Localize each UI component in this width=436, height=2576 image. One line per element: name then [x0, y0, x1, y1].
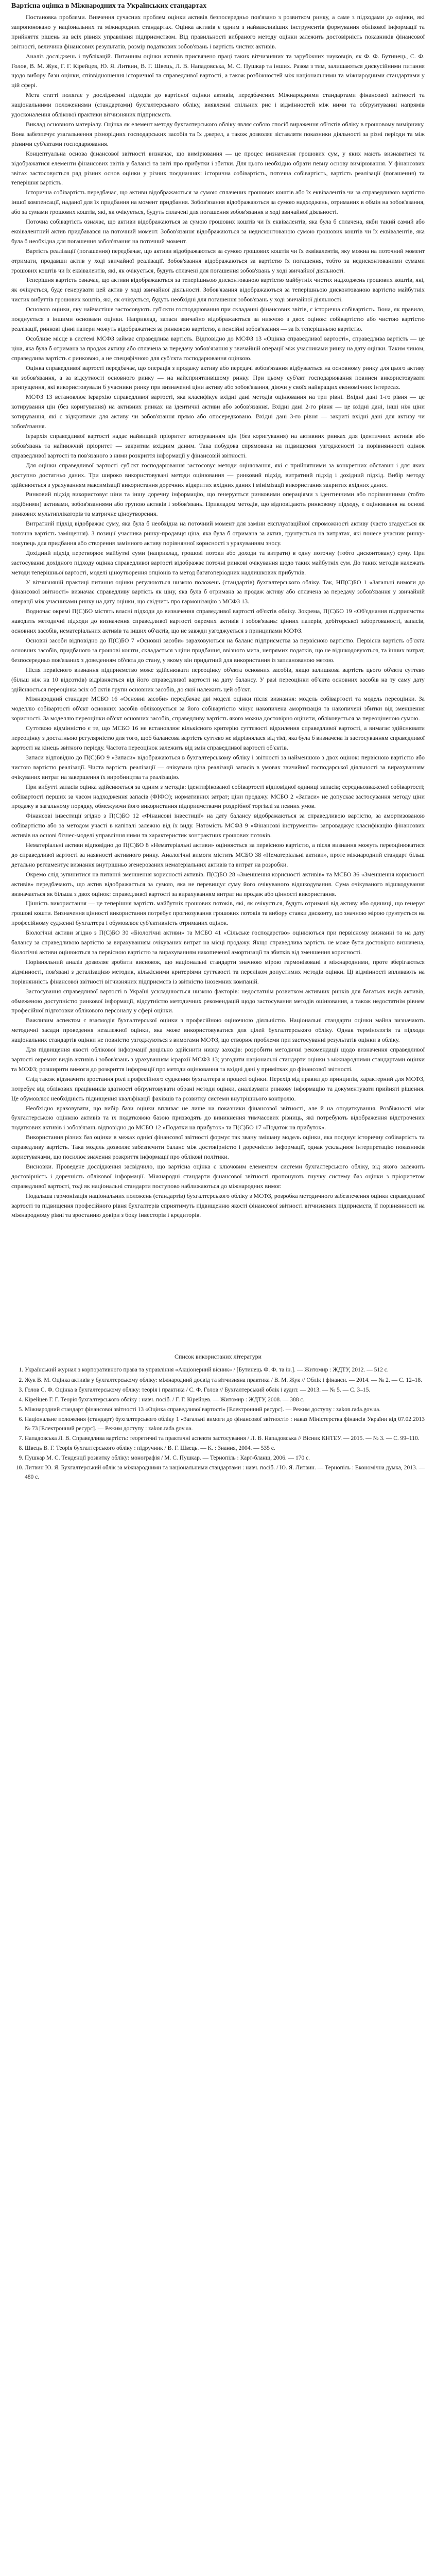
body-paragraph: Виклад основного матеріалу. Оцінка як елемент методу бухгалтерського обліку являє собою спосіб вираження об'єктів обліку в грошовому вимірнику. Вона забезпечує узагальнення різнорідних господарських засобів та їх джерел, а також дозволяє зіставляти показники діяльності за різні періоди та між різними суб'єктами господарювання.: [11, 120, 425, 147]
body-paragraph: Вартість реалізації (погашення) передбачає, що активи відображаються за сумою грошових коштів чи їх еквівалентів, яку можна на поточний момент отримати, продавши актив у ході звичайної реалізації. Зобов'язання відображаються за вартістю їх погашення, тобто за недисконтованими сумами грошових коштів чи їх еквівалентів, які, як очікується, будуть сплачені для погашення зобов'язань у ході звичайної діяльності.: [11, 247, 425, 274]
body-paragraph: Цінність використання — це теперішня вартість майбутніх грошових потоків, які, як очікується, будуть отримані від активу або одиниці, що генерує грошові кошти. Визначення цінності використання потребує прогнозування грошових потоків та вибору ставки дисконту, що значною мірою ґрунтується на професійному судженні бухгалтера і обумовлює суб'єктивність отриманих оцінок.: [11, 900, 425, 927]
body-paragraph: Історична собівартість передбачає, що активи відображаються за сумою сплачених грошових коштів або їх еквівалентів чи за справедливою вартістю іншої компенсації, наданої для їх придбання на момент придбання. Зобов'язання відображаються за сумою надходжень, отриманих в обмін на зобов'язання, або за сумами грошових коштів, які, як очікується, будуть сплачені для погашення зобов'язання в ході звичайної діяльності.: [11, 189, 425, 216]
article-body: [11, 12, 425, 1220]
body-paragraph: Витратний підхід відображає суму, яка була б необхідна на поточний момент для заміни експлуатаційної спроможності активу (часто згадується як поточна вартість заміщення). З позиції учасника ринку-продавця ціна, яка була б отримана за актив, ґрунтується на витратах, які понесе учасник ринку-покупець для придбання або створення замінного активу порівнянної корисності з урахуванням зносу.: [11, 520, 425, 547]
reference-item: 1. Український журнал з корпоративного права та управління «Акціонерний вісник» / [Бутинець Ф. Ф. та ін.]. — Житомир : ЖДТУ, 2012. — 512 с.: [25, 1366, 425, 1375]
body-paragraph: Постановка проблеми. Вивчення сучасних проблем оцінки активів безпосередньо пов'язано з розвитком ринку, а саме з підходами до оцінки, які запропоновано у національних та міжнародних стандартах. Оцінка активів є одним з найважливіших інструментів формування облікової інформації та прийняття рішень на всіх рівнях управління підприємством. Від правильності вибраного методу оцінки залежить достовірність показників фінансової звітності, величина фінансових результатів, розмір податкових зобов'язань і вартість чистих активів.: [11, 13, 425, 50]
body-paragraph: Нематеріальні активи відповідно до П(С)БО 8 «Нематеріальні активи» оцінюються за первісною вартістю, а після визнання можуть переоцінюватися до справедливої вартості за наявності активного ринку. Аналогічні вимоги містить МСБО 38 «Нематеріальні активи», проте міжнародний стандарт більш детально регламентує визнання внутрішньо згенерованих нематеріальних активів та витрат на розробки.: [11, 841, 425, 868]
body-paragraph: Важливим аспектом є взаємодія бухгалтерської оцінки з професійною оціночною діяльністю. Національні стандарти оцінки майна визначають методичні засади проведення незалежної оцінки, яка може використовуватися для цілей бухгалтерського обліку. Однак термінологія та підходи національних стандартів оцінки не повністю узгоджуються з вимогами МСФЗ, що створює проблеми при застосуванні результатів оцінки в обліку.: [11, 1016, 425, 1044]
body-paragraph: Для оцінки справедливої вартості суб'єкт господарювання застосовує методи оцінювання, які є прийнятними за конкретних обставин і для яких доступно достатньо даних. Три широко використовувані методи оцінювання — ринковий підхід, витратний підхід і дохідний підхід. Вибір методу здійснюється з урахуванням максимізації використання доречних відкритих вхідних даних і мінімізації використання закритих вхідних даних.: [11, 461, 425, 488]
body-paragraph: Для підвищення якості облікової інформації доцільно здійснити низку заходів: розробити методичні рекомендації щодо визначення справедливої вартості окремих видів активів і зобов'язань з урахуванням ієрархії МСФЗ 13; узгодити національні стандарти оцінки з міжнародними стандартами оцінки та МСФЗ; розширити вимоги до розкриття інформації про методи оцінювання та вхідні дані у примітках до фінансової звітності.: [11, 1046, 425, 1073]
body-paragraph: Оцінка справедливої вартості передбачає, що операція з продажу активу або передачі зобов'язання відбувається на основному ринку для цього активу чи зобов'язання, а за відсутності основного ринку — на найсприятливішому ринку. При цьому суб'єкт господарювання повинен використовувати припущення, які використовували б учасники ринку при визначенні ціни активу або зобов'язання, діючи у своїх найкращих економічних інтересах.: [11, 364, 425, 391]
body-paragraph: Фінансові інвестиції згідно з П(С)БО 12 «Фінансові інвестиції» на дату балансу відображаються за справедливою вартістю, за амортизованою собівартістю або за методом участі в капіталі залежно від їх виду. Натомість МСФЗ 9 «Фінансові інструменти» запроваджує класифікацію фінансових активів на основі бізнес-моделі управління ними та характеристик контрактних грошових потоків.: [11, 812, 425, 839]
references-heading: Список використаних літератури: [174, 1353, 262, 1361]
body-paragraph: Суттєвою відмінністю є те, що МСБО 16 не встановлює кількісного критерію суттєвості відхилення справедливої вартості, а вимагає здійснювати переоцінку з достатньою регулярністю для того, щоб балансова вартість суттєво не відрізнялася від тієї, яка була б визначена із застосуванням справедливої вартості на кінець звітного періоду. Частота переоцінок залежить від змін справедливої вартості об'єктів.: [11, 724, 425, 751]
reference-item: 2. Жук В. М. Оцінка активів у бухгалтерському обліку: міжнародний досвід та вітчизняна практика / В. М. Жук // Облік і фінанси. — 2014. — № 2. — С. 12–18.: [25, 1376, 425, 1385]
body-paragraph: При вибутті запасів оцінка здійснюється за одним з методів: ідентифікованої собівартості відповідної одиниці запасів; середньозваженої собівартості; собівартості перших за часом надходження запасів (ФІФО); нормативних затрат; ціни продажу. МСБО 2 «Запаси» не допускає застосування методу ціни продажу в загальному порядку, обмежуючи його використання підприємствами роздрібної торгівлі за певних умов.: [11, 783, 425, 810]
body-paragraph: Дохідний підхід перетворює майбутні суми (наприклад, грошові потоки або доходи та витрати) в одну поточну (тобто дисконтовану) суму. При застосуванні дохідного підходу оцінка справедливої вартості відображає поточні ринкові очікування щодо таких майбутніх сум. До таких методів належать методи теперішньої вартості, моделі ціноутворення опціонів та метод багатоперіодних надлишкових прибутків.: [11, 549, 425, 576]
body-paragraph: У вітчизняній практиці питання оцінки регулюються низкою положень (стандартів) бухгалтерського обліку. Так, НП(С)БО 1 «Загальні вимоги до фінансової звітності» визначає справедливу вартість як ціну, яка була б отримана за продаж активу або сплачена за передачу зобов'язання у звичайній операції між учасниками ринку на дату оцінки, що свідчить про гармонізацію з МСФЗ 13.: [11, 578, 425, 605]
body-paragraph: Міжнародний стандарт МСБО 16 «Основні засоби» передбачає дві моделі оцінки після визнання: модель собівартості та модель переоцінки. За моделлю собівартості об'єкт основних засобів обліковується за його собівартістю мінус накопичена амортизація та накопичені збитки від зменшення корисності. За моделлю переоцінки об'єкт основних засобів, справедливу вартість якого можна достовірно оцінити, обліковується за переоціненою сумою.: [11, 695, 425, 722]
body-paragraph: Основою оцінки, яку найчастіше застосовують суб'єкти господарювання при складанні фінансових звітів, є історична собівартість. Вона, як правило, поєднується з іншими основами оцінки. Наприклад, запаси звичайно відображаються за нижчою з двох оцінок: собівартістю або чистою вартістю реалізації, ринкові цінні папери можуть відображатися за ринковою вартістю, а пенсійні зобов'язання — за їх теперішньою вартістю.: [11, 306, 425, 332]
body-paragraph: Окремо слід зупинитися на питанні зменшення корисності активів. П(С)БО 28 «Зменшення корисності активів» та МСБО 36 «Зменшення корисності активів» передбачають, що актив відображається за сумою, яка не перевищує суму його очікуваного відшкодування. Сума очікуваного відшкодування визначається як більша з двох оцінок: справедливої вартості за вирахуванням витрат на продаж або цінності використання.: [11, 870, 425, 897]
body-paragraph: Біологічні активи згідно з П(С)БО 30 «Біологічні активи» та МСБО 41 «Сільське господарство» оцінюються при первісному визнанні та на дату балансу за справедливою вартістю за вирахуванням очікуваних витрат на місці продажу. Якщо справедлива вартість не може бути достовірно визначена, біологічні активи оцінюються за первісною вартістю за вирахуванням накопиченої амортизації та збитків від зменшення корисності.: [11, 929, 425, 956]
body-paragraph: Теперішня вартість означає, що активи відображаються за теперішньою дисконтованою вартістю майбутніх чистих надходжень грошових коштів, які, як очікується, буде генерувати цей актив у ході звичайної діяльності. Зобов'язання відображаються за теперішньою дисконтованою вартістю майбутніх чистих вибуттів грошових коштів, які, як очікується, будуть необхідні для погашення зобов'язань у ході звичайної діяльності.: [11, 276, 425, 303]
body-paragraph: Після первісного визнання підприємство може здійснювати переоцінку об'єкта основних засобів, якщо залишкова вартість цього об'єкта суттєво (більш ніж на 10 відсотків) відрізняється від його справедливої вартості на дату балансу. У разі переоцінки об'єкта основних засобів на ту саму дату здійснюється переоцінка всіх об'єктів групи основних засобів, до якої належить цей об'єкт.: [11, 666, 425, 693]
body-paragraph: Поточна собівартість означає, що активи відображаються за сумою грошових коштів чи їх еквівалентів, яка була б сплачена, якби такий самий або еквівалентний актив придбавався на поточний момент. Зобов'язання відображаються за недисконтованою сумою грошових коштів чи їх еквівалентів, яка була б необхідна для погашення зобов'язання на поточний момент.: [11, 218, 425, 245]
body-paragraph: Концептуальна основа фінансової звітності визначає, що вимірювання — це процес визначення грошових сум, у яких мають визнаватися та відображатися елементи фінансових звітів у балансі та звіті про прибутки і збитки. Для цього необхідно обрати певну основу вимірювання. У фінансових звітах застосовується ряд різних основ оцінки у різних поєднаннях: історична собівартість, поточна собівартість, вартість реалізації (погашення) та теперішня вартість.: [11, 149, 425, 187]
body-paragraph: Особливе місце в системі МСФЗ займає справедлива вартість. Відповідно до МСФЗ 13 «Оцінка справедливої вартості», справедлива вартість — це ціна, яка була б отримана за продаж активу або сплачена за передачу зобов'язання у звичайній операції між учасниками ринку на дату оцінки. Таким чином, справедлива вартість є ринковою, а не специфічною для суб'єкта господарювання оцінкою.: [11, 334, 425, 362]
reference-item: 9. Пушкар М. С. Тенденції розвитку обліку: монографія / М. С. Пушкар. — Тернопіль : Карт-бланш, 2006. — 170 с.: [25, 1454, 425, 1463]
references-list: [11, 1366, 425, 1481]
body-paragraph: МСФЗ 13 встановлює ієрархію справедливої вартості, яка класифікує вхідні дані методів оцінювання на три рівні. Вхідні дані 1-го рівня — це котирування цін (без коригування) на активних ринках на ідентичні активи або зобов'язання. Вхідні дані 2-го рівня — це вхідні дані, інші ніж ціни котирування, які є відкритими для активу чи зобов'язання прямо або опосередковано. Вхідні дані 3-го рівня — закриті вхідні дані для активу чи зобов'язання.: [11, 393, 425, 430]
body-paragraph: Слід також відзначити зростання ролі професійного судження бухгалтера в процесі оцінки. Перехід від правил до принципів, характерний для МСФЗ, потребує від облікових працівників здатності обґрунтовувати обрані методи оцінки, аналізувати ринкову інформацію та документувати прийняті рішення. Це обумовлює необхідність підвищення кваліфікації фахівців та розвитку системи внутрішнього контролю.: [11, 1075, 425, 1102]
body-paragraph: Ринковий підхід використовує ціни та іншу доречну інформацію, що генерується ринковими операціями з ідентичними або порівнянними (тобто подібними) активами, зобов'язаннями або групою активів і зобов'язань. Прикладом методів, що відповідають ринковому підходу, є оцінювання на основі ринкових мультиплікаторів та матричне ціноутворення.: [11, 490, 425, 518]
body-paragraph: Ієрархія справедливої вартості надає найвищий пріоритет котируванням цін (без коригування) на активних ринках для ідентичних активів або зобов'язань та найнижчий пріоритет — закритим вхідним даним. Така побудова спрямована на підвищення узгодженості та порівнянності оцінок справедливої вартості та пов'язаного з ними розкриття інформації у фінансовій звітності.: [11, 432, 425, 459]
reference-item: 8. Швець В. Г. Теорія бухгалтерського обліку : підручник / В. Г. Швець. — К. : Знання, 2004. — 535 с.: [25, 1444, 425, 1453]
body-paragraph: Порівняльний аналіз дозволяє зробити висновок, що національні стандарти значною мірою гармонізовані з міжнародними, проте зберігаються відмінності, пов'язані з деталізацією методик, кількісними критеріями суттєвості та переліком допустимих методів оцінки. Ці відмінності впливають на порівнянність фінансової звітності вітчизняних підприємств із звітністю іноземних компаній.: [11, 958, 425, 985]
reference-item: 7. Нападовська Л. В. Справедлива вартість: теоретичні та практичні аспекти застосування / Л. В. Нападовська // Вісник КНТЕУ. — 2015. — № 3. — С. 99–110.: [25, 1434, 425, 1443]
reference-item: 3. Голов С. Ф. Оцінка в бухгалтерському обліку: теорія і практика / С. Ф. Голов // Бухгалтерський облік і аудит. — 2013. — № 5. — С. 3–15.: [25, 1386, 425, 1395]
reference-item: 10. Литвин Ю. Я. Бухгалтерський облік за міжнародними та національними стандартами : навч. посіб. / Ю. Я. Литвин. — Тернопіль : Економічна думка, 2013. — 480 с.: [25, 1464, 425, 1481]
body-paragraph: Висновки. Проведене дослідження засвідчило, що вартісна оцінка є ключовим елементом системи бухгалтерського обліку, від якого залежить достовірність і доречність облікової інформації. Міжнародні стандарти фінансової звітності пропонують гнучку систему баз оцінки з пріоритетом справедливої вартості, тоді як національні стандарти поступово наближаються до міжнародних вимог.: [11, 1162, 425, 1190]
body-paragraph: Запаси відповідно до П(С)БО 9 «Запаси» відображаються в бухгалтерському обліку і звітності за найменшою з двох оцінок: первісною вартістю або чистою вартістю реалізації. Чиста вартість реалізації — очікувана ціна реалізації запасів в умовах звичайної господарської діяльності за вирахуванням очікуваних витрат на завершення їх виробництва та реалізацію.: [11, 753, 425, 781]
body-paragraph: Водночас окремі П(С)БО містять власні підходи до визначення справедливої вартості об'єктів обліку. Зокрема, П(С)БО 19 «Об'єднання підприємств» наводить методичні підходи до визначення справедливої вартості окремих активів і зобов'язань: цінних паперів, дебіторської заборгованості, запасів, основних засобів, нематеріальних активів та інших об'єктів, що не завжди узгоджується з принципами МСФЗ.: [11, 607, 425, 635]
body-paragraph: Застосування справедливої вартості в Україні ускладнюється низкою факторів: недостатнім розвитком активних ринків для багатьох видів активів, обмеженою доступністю ринкової інформації, відсутністю методичних рекомендацій щодо застосування методів оцінювання, а також недостатнім рівнем професійної підготовки облікового персоналу у сфері оцінки.: [11, 987, 425, 1014]
reference-item: 4. Кірейцев Г. Г. Теорія бухгалтерського обліку : навч. посіб. / Г. Г. Кірейцев. — Житомир : ЖДТУ, 2008. — 388 с.: [25, 1396, 425, 1404]
body-paragraph: Мета статті полягає у дослідженні підходів до вартісної оцінки активів, передбачених Міжнародними стандартами фінансової звітності та національними положеннями (стандартами) бухгалтерського обліку, виявленні спільних рис і відмінностей між ними та обґрунтуванні напрямів удосконалення облікової практики вітчизняних підприємств.: [11, 91, 425, 118]
reference-item: 5. Міжнародний стандарт фінансової звітності 13 «Оцінка справедливої вартості» [Електронний ресурс]. — Режим доступу : zakon.rada.gov.ua.: [25, 1405, 425, 1414]
article-title: Вартісна оцінка в Міжнародних та Українських стандартах: [11, 2, 207, 10]
body-paragraph: Аналіз досліджень і публікацій. Питанням оцінки активів присвячено праці таких вітчизняних та зарубіжних науковців, як Ф. Ф. Бутинець, С. Ф. Голов, В. М. Жук, Г. Г. Кірейцев, Ю. Я. Литвин, В. Г. Швець, Л. В. Нападовська, М. С. Пушкар та інших. Разом з тим, залишаються дискусійними питання щодо вибору бази оцінки, співвідношення історичної та справедливої вартості, а також розбіжностей між національними та міжнародними стандартами у цій сфері.: [11, 52, 425, 89]
body-paragraph: Використання різних баз оцінки в межах однієї фінансової звітності формує так звану змішану модель оцінки, яка поєднує історичну собівартість та справедливу вартість. Така модель дозволяє забезпечити баланс між достовірністю і доречністю інформації, однак ускладнює інтерпретацію показників користувачами, що посилює значення розкриття інформації про облікові політики.: [11, 1133, 425, 1161]
section-gap: [11, 1220, 425, 1353]
body-paragraph: Основні засоби відповідно до П(С)БО 7 «Основні засоби» зараховуються на баланс підприємства за первісною вартістю. Первісна вартість об'єкта основних засобів, придбаного за грошові кошти, складається з ціни придбання, ввізного мита, непрямих податків, що не відшкодовуються, та інших витрат, безпосередньо пов'язаних з доведенням об'єкта до стану, у якому він придатний для використання із запланованою метою.: [11, 637, 425, 664]
body-paragraph: Подальша гармонізація національних положень (стандартів) бухгалтерського обліку з МСФЗ, розробка методичного забезпечення оцінки справедливої вартості та підвищення професійного рівня бухгалтерів сприятимуть підвищенню якості фінансової звітності вітчизняних підприємств, її порівнянності на міжнародному рівні та зростанню довіри з боку інвесторів і кредиторів.: [11, 1192, 425, 1219]
reference-item: 6. Національне положення (стандарт) бухгалтерського обліку 1 «Загальні вимоги до фінансової звітності» : наказ Міністерства фінансів України від 07.02.2013 № 73 [Електронний ресурс]. — Режим доступу : zakon.rada.gov.ua.: [25, 1415, 425, 1433]
body-paragraph: Необхідно враховувати, що вибір бази оцінки впливає не лише на показники фінансової звітності, але й на оподаткування. Розбіжності між бухгалтерською оцінкою активів та їх податковою базою призводять до виникнення тимчасових різниць, які потребують відображення відстрочених податкових активів і зобов'язань відповідно до МСБО 12 «Податки на прибуток» та П(С)БО 17 «Податок на прибуток».: [11, 1104, 425, 1131]
